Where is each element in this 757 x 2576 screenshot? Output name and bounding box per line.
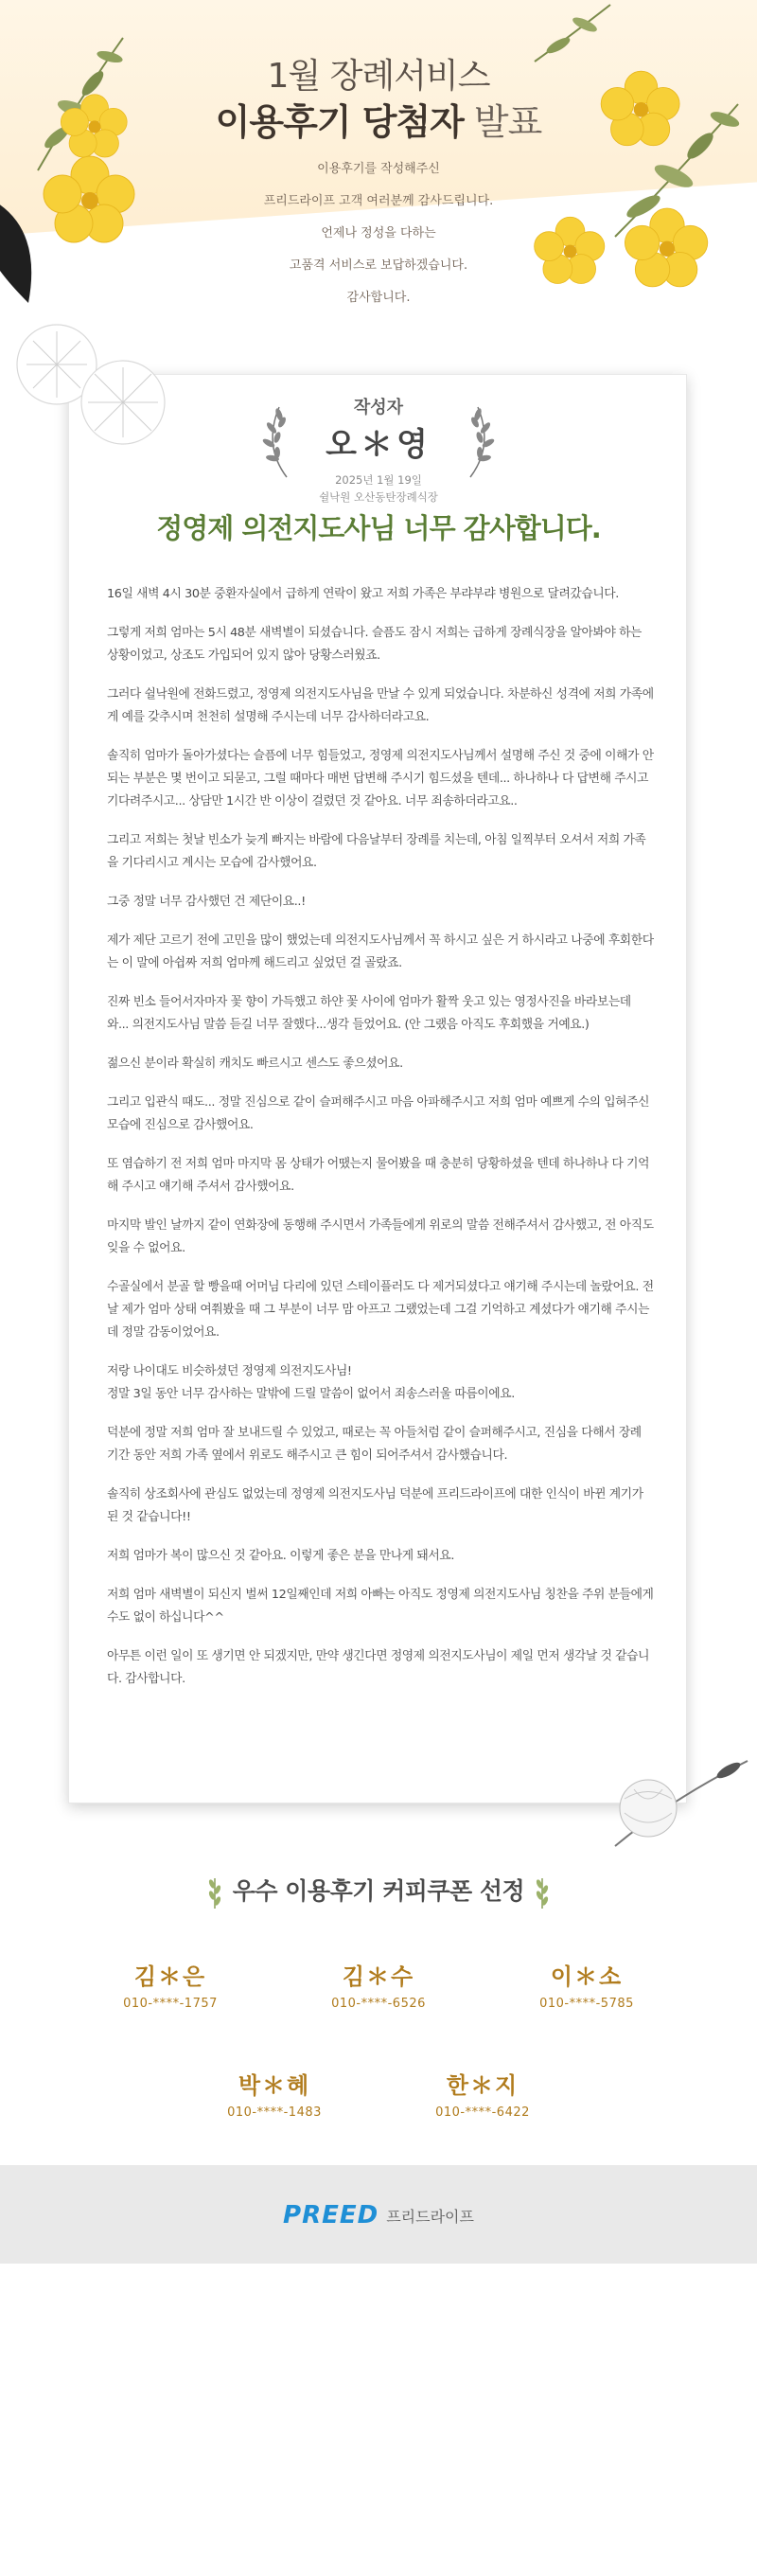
intro-line: 언제나 정성을 다하는 xyxy=(321,226,436,240)
review-date: 2025년 1월 19일 xyxy=(335,473,422,487)
review-paragraph: 아무튼 이런 일이 또 생기면 안 되겠지만, 만약 생긴다면 정영제 의전지도사님이 제일 먼저 생각날 것 같습니다. 감사합니다. xyxy=(107,1649,650,1686)
header-title-bold: 이용후기 당첨자 xyxy=(215,101,464,143)
intro-line: 고품격 서비스로 보답하겠습니다. xyxy=(289,258,468,273)
winner-phone: 010-****-1483 xyxy=(227,2105,322,2120)
brand-logo-text: PREED xyxy=(283,2201,379,2230)
review-venue: 쉴낙원 오산동탄장례식장 xyxy=(319,490,438,504)
white-carnation-icon xyxy=(596,1742,757,1856)
review-title: 정영제 의전지도사님 너무 감사합니다. xyxy=(156,512,601,544)
review-paragraph: 저희 엄마 새벽별이 되신지 벌써 12일째인데 저희 아빠는 아직도 정영제 의전지도사님 칭찬을 주위 분들에게 수도 없이 하십니다^^ xyxy=(107,1588,654,1625)
winner-name: 김＊수 xyxy=(342,1963,415,1990)
author-label: 작성자 xyxy=(353,398,404,417)
intro-line: 이용후기를 작성해주신 xyxy=(317,162,440,176)
header-title-line1: 1월 장례서비스 xyxy=(267,57,490,96)
review-paragraph: 그리고 입관식 때도... 정말 진심으로 같이 슬퍼해주시고 마음 아파해주시고 저희 엄마 예쁘게 수의 입혀주신 모습에 진심으로 감사했어요. xyxy=(107,1095,650,1132)
page-spacer xyxy=(0,312,757,2576)
header-title-line2 xyxy=(0,93,757,145)
winners-title-text: 우수 이용후기 커피쿠폰 선정 xyxy=(232,1877,525,1905)
white-chrysanthemum-icon xyxy=(0,308,189,459)
intro-line: 감사합니다. xyxy=(346,291,411,305)
review-paragraph: 저희 엄마가 복이 많으신 것 같아요. 이렇게 좋은 분을 만나게 돼서요. xyxy=(107,1549,454,1563)
review-paragraph: 마지막 발인 날까지 같이 연화장에 동행해 주시면서 가족들에게 위로의 말씀 전해주셔서 감사했고, 전 아직도 잊을 수 없어요. xyxy=(107,1218,654,1255)
review-paragraph: 솔직히 엄마가 돌아가셨다는 슬픔에 너무 힘들었고, 정영제 의전지도사님께서 설명해 주신 것 중에 이해가 안 되는 부분은 몇 번이고 되묻고, 그럴 때마다 매번 답변해 주시기 힘드셨을 텐데... 하나하나 다 답변해 주시고 기다려주시고... 상담만 1시간 반 이상이 걸렸던 것 같아요. 너무 죄송하더라고요.. xyxy=(107,749,654,808)
winner-phone: 010-****-5785 xyxy=(539,1997,634,2011)
author-name: 오＊영 xyxy=(326,426,431,464)
review-paragraph: 그리고 저희는 첫날 빈소가 늦게 빠지는 바람에 다음날부터 장례를 치는데, 아침 일찍부터 오셔서 저희 가족을 기다리시고 계시는 모습에 감사했어요. xyxy=(107,833,646,870)
winner-phone: 010-****-1757 xyxy=(123,1997,218,2011)
brand-korean-name: 프리드라이프 xyxy=(386,2207,474,2226)
header-banner xyxy=(0,0,757,312)
review-paragraph: 그러다 쉴낙원에 전화드렸고, 정영제 의전지도사님을 만날 수 있게 되었습니다. 차분하신 성격에 저희 가족에게 예를 갖추시며 천천히 설명해 주시는데 너무 감사하더라고요. xyxy=(107,687,654,724)
review-paragraph: 솔직히 상조회사에 관심도 없었는데 정영제 의전지도사님 덕분에 프리드라이프에 대한 인식이 바뀐 계기가 된 것 같습니다!! xyxy=(107,1487,643,1524)
review-paragraph: 16일 새벽 4시 30분 중환자실에서 급하게 연락이 왔고 저희 가족은 부랴부랴 병원으로 달려갔습니다. xyxy=(107,587,619,601)
review-paragraph: 덕분에 정말 저희 엄마 잘 보내드릴 수 있었고, 때로는 꼭 아들처럼 같이 슬퍼해주시고, 진심을 다해서 장례 기간 동안 저희 가족 옆에서 위로도 해주시고 큰 힘이 되어주셔서 감사했습니다. xyxy=(107,1426,642,1463)
review-paragraph: 또 염습하기 전 저희 엄마 마지막 몸 상태가 어땠는지 물어봤을 때 충분히 당황하셨을 텐데 하나하나 다 기억해 주시고 얘기해 주셔서 감사했어요. xyxy=(107,1157,650,1194)
review-paragraph: 그렇게 저희 엄마는 5시 48분 새벽별이 되셨습니다. 슬픔도 잠시 저희는 급하게 장례식장을 알아봐야 하는 상황이었고, 상조도 가입되어 있지 않아 당황스러웠죠. xyxy=(107,626,643,663)
review-paragraph: 제가 제단 고르기 전에 고민을 많이 했었는데 의전지도사님께서 꼭 하시고 싶은 거 하시라고 나중에 후회한다는 이 말에 아쉽짜 저희 엄마께 해드리고 싶었던 걸 골랐죠. xyxy=(107,933,654,970)
review-paragraph: 저랑 나이대도 비슷하셨던 정영제 의전지도사님! 정말 3일 동안 너무 감사하는 말밖에 드릴 말씀이 없어서 죄송스러울 따름이에요. xyxy=(107,1364,515,1401)
winner-phone: 010-****-6526 xyxy=(331,1997,426,2011)
header-intro xyxy=(0,153,757,312)
review-paragraph: 젊으신 분이라 확실히 캐치도 빠르시고 센스도 좋으셨어요. xyxy=(107,1057,403,1071)
header-title-light: 발표 xyxy=(463,101,542,143)
intro-line: 프리드라이프 고객 여러분께 감사드립니다. xyxy=(263,194,494,208)
review-paragraph: 그중 정말 너무 감사했던 건 제단이요..! xyxy=(107,895,306,909)
winner-name: 한＊지 xyxy=(446,2072,519,2099)
review-paragraph: 수골실에서 분골 할 빵을때 어머님 다리에 있던 스테이플러도 다 제거되셨다고 얘기해 주시는데 놀랐어요. 전날 제가 엄마 상태 여쭤봤을 때 그 부분이 너무 맘 아프고 그랬었는데 그걸 기억하고 계셨다가 얘기해 주시는데 정말 감동이었어요. xyxy=(107,1280,654,1340)
winner-name: 이＊소 xyxy=(550,1963,624,1990)
winner-name: 박＊혜 xyxy=(238,2072,311,2099)
review-paragraph: 진짜 빈소 들어서자마자 꽃 향이 가득했고 하얀 꽃 사이에 엄마가 활짝 웃고 있는 영정사진을 바라보는데 와... 의전지도사님 말씀 듣길 너무 잘했다...생각 들었어요. (안 그랬음 아직도 후회했을 거예요.) xyxy=(107,995,631,1032)
winner-name: 김＊은 xyxy=(133,1963,207,1990)
winner-phone: 010-****-6422 xyxy=(435,2105,530,2120)
